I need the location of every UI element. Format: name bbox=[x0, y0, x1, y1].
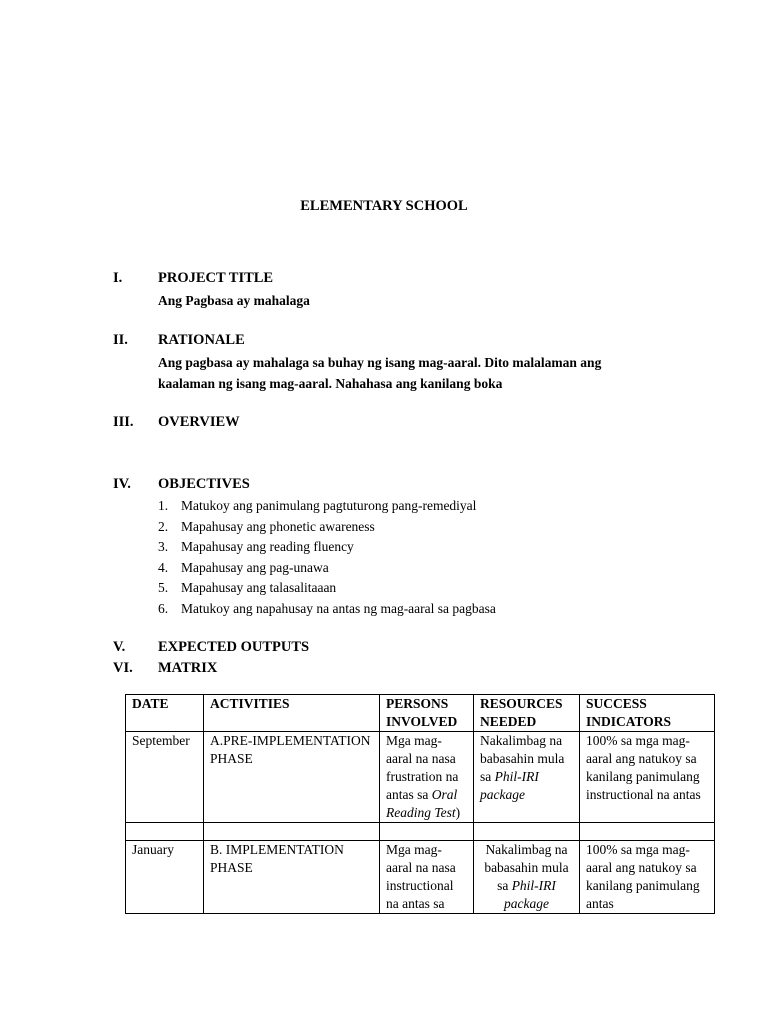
cell-resources: Nakalimbag na babasahin mula sa Phil-IRI package bbox=[474, 732, 580, 823]
list-item bbox=[158, 578, 718, 599]
section-heading-matrix: MATRIX bbox=[158, 660, 218, 676]
cell-activities: A.PRE-IMPLEMENTATION PHASE bbox=[204, 732, 380, 823]
empty-cell bbox=[380, 823, 474, 841]
list-item-text: Matukoy ang panimulang pagtuturong pang-remediyal bbox=[181, 498, 477, 513]
empty-cell bbox=[580, 823, 715, 841]
section-number-3: III. bbox=[113, 414, 134, 430]
rationale-line-2: kaalaman ng isang mag-aaral. Nahahasa ang kanilang boka bbox=[158, 376, 503, 391]
header-date: DATE bbox=[126, 695, 204, 732]
cell-activities: B. IMPLEMENTATION PHASE bbox=[204, 841, 380, 914]
section-number-4: IV. bbox=[113, 476, 131, 492]
section-number-5: V. bbox=[113, 639, 126, 655]
table-row bbox=[126, 732, 715, 823]
list-item-text: Mapahusay ang pag-unawa bbox=[181, 559, 329, 575]
project-title-text: Ang Pagbasa ay mahalaga bbox=[158, 293, 310, 308]
list-item-text: Matukoy ang napahusay na antas ng mag-aaral sa pagbasa bbox=[181, 600, 496, 616]
section-number-2: II. bbox=[113, 332, 128, 348]
header-success-indicators: SUCCESS INDICATORS bbox=[580, 695, 715, 732]
empty-cell bbox=[474, 823, 580, 841]
header-activities: ACTIVITIES bbox=[204, 695, 380, 732]
section-heading-project-title: PROJECT TITLE bbox=[158, 270, 274, 286]
cell-success: 100% sa mga mag-aaral ang natukoy sa kanilang panimulang antas bbox=[580, 841, 715, 914]
section-number-6: VI. bbox=[113, 660, 133, 676]
list-item-text: Mapahusay ang phonetic awareness bbox=[181, 518, 375, 534]
table-row bbox=[126, 841, 715, 914]
table-row-empty bbox=[126, 823, 715, 841]
list-item-number: 2. bbox=[158, 518, 169, 534]
list-item-text: Mapahusay ang talasalitaaan bbox=[181, 580, 337, 595]
empty-cell bbox=[204, 823, 380, 841]
list-item bbox=[158, 558, 718, 579]
list-item-text: Mapahusay ang reading fluency bbox=[181, 539, 354, 554]
header-persons-involved: PERSONS INVOLVED bbox=[380, 695, 474, 732]
cell-date: September bbox=[126, 732, 204, 823]
section-heading-expected-outputs: EXPECTED OUTPUTS bbox=[158, 639, 310, 655]
list-item-number: 3. bbox=[158, 539, 169, 554]
empty-cell bbox=[126, 823, 204, 841]
matrix-table bbox=[125, 694, 715, 914]
list-item-number: 1. bbox=[158, 498, 169, 513]
school-title: ELEMENTARY SCHOOL bbox=[300, 198, 468, 214]
section-number-1: I. bbox=[113, 270, 123, 286]
cell-success: 100% sa mga mag-aaral ang natukoy sa kanilang panimulang instructional na antas bbox=[580, 732, 715, 823]
table-header-row bbox=[126, 695, 715, 732]
section-heading-objectives: OBJECTIVES bbox=[158, 476, 250, 492]
section-heading-overview: OVERVIEW bbox=[158, 414, 240, 430]
objectives-list bbox=[158, 496, 718, 619]
list-item-number: 6. bbox=[158, 600, 169, 616]
list-item-number: 4. bbox=[158, 559, 169, 575]
cell-persons: Mga mag-aaral na nasa frustration na antas sa Oral Reading Test) bbox=[380, 732, 474, 823]
cell-persons: Mga mag-aaral na nasa instructional na antas sa bbox=[380, 841, 474, 914]
cell-date: January bbox=[126, 841, 204, 914]
list-item bbox=[158, 599, 718, 620]
list-item-number: 5. bbox=[158, 580, 169, 595]
list-item bbox=[158, 517, 718, 538]
header-resources-needed: RESOURCES NEEDED bbox=[474, 695, 580, 732]
cell-resources: Nakalimbag na babasahin mula sa Phil-IRI package bbox=[474, 841, 580, 914]
list-item bbox=[158, 496, 718, 517]
rationale-line-1: Ang pagbasa ay mahalaga sa buhay ng isang mag-aaral. Dito malalaman ang bbox=[158, 355, 602, 370]
list-item bbox=[158, 537, 718, 558]
section-heading-rationale: RATIONALE bbox=[158, 332, 245, 348]
